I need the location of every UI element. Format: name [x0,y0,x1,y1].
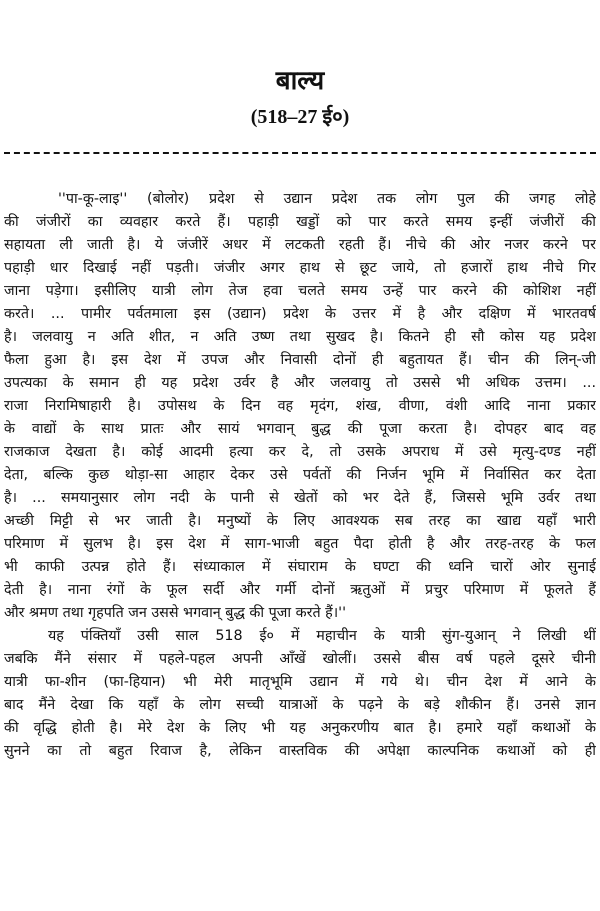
chapter-date-range: (518–27 ई०) [250,106,350,128]
text-line: और श्रमण तथा गृहपति जन उससे भगवान् बुद्ध की पूजा करते हैं।'' [4,605,347,621]
dashed-divider [4,152,596,154]
text-line: परिमाण में सुलभ है। इस देश में साग-भाजी बहुत पैदा होती है और तरह-तरह के फल [4,536,596,552]
text-line: जाना पड़ेगा। इसीलिए यात्री लोग तेज हवा चलते समय उन्हें पार करने की कोशिश नहीं [4,283,596,299]
text-line: भी काफी उत्पन्न होते हैं। संध्याकाल में संघाराम के घण्टा की ध्वनि चारों ओर सुनाई [4,559,596,575]
text-line: ''पा-कू-लाइ'' (बोलोर) प्रदेश से उद्यान प्रदेश तक लोग पुल की जगह लोहे [58,191,596,207]
paragraph-1 [4,188,596,625]
paragraph-2 [4,625,596,763]
text-line: राजकाज देखता है। कोई आदमी हत्या कर दे, तो उसके अपराध में उसे मृत्यु-दण्ड नहीं [4,444,596,460]
text-line: बाद मैंने देखा कि यहाँ के लोग सच्ची यात्राओं के पढ़ने के बड़े शौकीन हैं। उनसे ज्ञान [4,697,596,713]
text-line: राजा निरामिषाहारी है। उपोसथ के दिन वह मृदंग, शंख, वीणा, वंशी आदि नाना प्रकार [4,398,596,414]
text-line: है। ... समयानुसार लोग नदी के पानी से खेतों को भर देते हैं, जिससे भूमि उर्वर तथा [4,490,596,506]
text-line: देता, बल्कि कुछ थोड़ा-सा आहार देकर उसे पर्वतों की निर्जन भूमि में निर्वासित कर देता [4,467,596,483]
text-line: सहायता ली जाती है। ये जंजीरें अधर में लटकती रहती हैं। नीचे की ओर नजर करने पर [4,237,596,253]
text-line: फैला हुआ है। इस देश में उपज और निवासी दोनों ही बहुतायत हैं। चीन की लिन्-जी [4,352,596,368]
text-line: करते। ... पामीर पर्वतमाला इस (उद्यान) प्रदेश के उत्तर में है और दक्षिण में भारतवर्ष [4,306,596,322]
text-line: पहाड़ी धार दिखाई नहीं पड़ती। जंजीर अगर हाथ से छूट जाये, तो हजारों हाथ नीचे गिर [4,260,596,276]
text-line: की जंजीरों का व्यवहार करते हैं। पहाड़ी खड्डों को पार करते समय इन्हीं जंजीरों की [4,214,596,230]
text-line: अच्छी मिट्टी से भर जाती है। मनुष्यों के लिए आवश्यक सब तरह का खाद्य यहाँ भारी [4,513,596,529]
text-line: उपत्यका के समान ही यह प्रदेश उर्वर है और जलवायु तो उससे भी अधिक उत्तम। ... [4,375,596,391]
chapter-title: बाल्य [275,66,325,96]
text-line: देती है। नाना रंगों के फूल सर्दी और गर्मी दोनों ऋतुओं में प्रचुर परिमाण में फूलते हैं [4,582,596,598]
text-line: सुनने का तो बहुत रिवाज है, लेकिन वास्तविक की अपेक्षा काल्पनिक कथाओं को ही [4,743,596,759]
text-line: है। जलवायु न अति शीत, न अति उष्ण तथा सुखद है। कितने ही सौ कोस यह प्रदेश [4,329,596,345]
text-line: की वृद्धि होती है। मेरे देश के लिए भी यह अनुकरणीय बात है। हमारे यहाँ कथाओं के [4,720,596,736]
text-line: के वाद्यों के साथ प्रातः और सायं भगवान् बुद्ध की पूजा करता है। दोपहर बाद वह [4,421,596,437]
text-line: जबकि मैंने संसार में पहले-पहल अपनी आँखें खोलीं। उससे बीस वर्ष पहले दूसरे चीनी [4,651,596,667]
text-line: यात्री फा-शीन (फा-हियान) भी मेरी मातृभूमि उद्यान में गये थे। चीन देश में आने के [4,674,596,690]
text-line: यह पंक्तियाँ उसी साल 518 ई० में महाचीन के यात्री सुंग-युआन् ने लिखी थीं [48,628,596,644]
body-text [4,188,596,908]
